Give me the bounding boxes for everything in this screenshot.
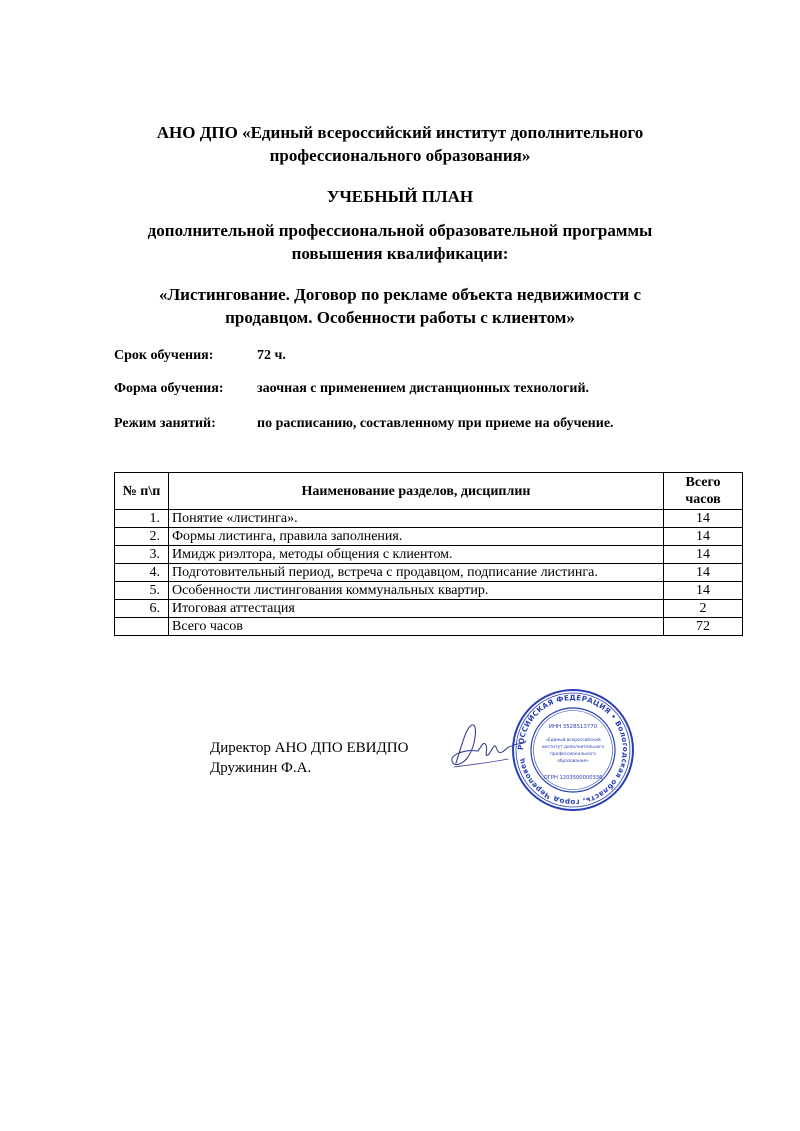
- form-label: Форма обучения:: [114, 381, 224, 396]
- row-num: 3.: [115, 546, 169, 564]
- row-num: 5.: [115, 582, 169, 600]
- row-name: Подготовительный период, встреча с продавцом, подписание листинга.: [169, 564, 664, 582]
- table-row: [115, 546, 743, 564]
- header-hours-line2: часов: [685, 492, 721, 507]
- header-name: Наименование разделов, дисциплин: [169, 473, 664, 510]
- row-name: Понятие «листинга».: [169, 510, 664, 528]
- header-hours-line1: Всего: [685, 475, 721, 490]
- row-hours: 14: [664, 528, 743, 546]
- form-value: заочная с применением дистанционных технологий.: [257, 381, 590, 396]
- row-name: Формы листинга, правила заполнения.: [169, 528, 664, 546]
- program-line1: дополнительной профессиональной образовательной программы: [147, 221, 653, 240]
- row-name: Имидж риэлтора, методы общения с клиентом.: [169, 546, 664, 564]
- table-row: [115, 510, 743, 528]
- table-row: [115, 582, 743, 600]
- stamp-inn: ИНН 3528513770: [548, 724, 598, 730]
- course-title-line1: «Листингование. Договор по рекламе объекта недвижимости с: [158, 285, 642, 304]
- row-num: 2.: [115, 528, 169, 546]
- term-value: 72 ч.: [257, 348, 286, 363]
- svg-text:образования»: образования»: [557, 759, 589, 764]
- official-stamp-seal: [511, 688, 635, 812]
- total-num: [115, 618, 169, 636]
- row-hours: 2: [664, 600, 743, 618]
- form-row: [114, 380, 590, 398]
- row-num: 4.: [115, 564, 169, 582]
- org-name-line1: АНО ДПО «Единый всероссийский институт дополнительного: [156, 123, 644, 142]
- total-label: Всего часов: [169, 618, 664, 636]
- row-name: Итоговая аттестация: [169, 600, 664, 618]
- table-row: [115, 564, 743, 582]
- row-hours: 14: [664, 546, 743, 564]
- table-row: [115, 528, 743, 546]
- header-hours: [664, 473, 743, 510]
- row-hours: 14: [664, 582, 743, 600]
- term-label: Срок обучения:: [114, 348, 214, 363]
- row-num: 1.: [115, 510, 169, 528]
- row-hours: 14: [664, 564, 743, 582]
- svg-text:институт дополнительного: институт дополнительного: [541, 745, 605, 750]
- row-name: Особенности листингования коммунальных квартир.: [169, 582, 664, 600]
- stamp-inner-text-line: «Единый всероссийский: [545, 738, 601, 743]
- mode-label: Режим занятий:: [114, 416, 216, 431]
- director-name: Дружинин Ф.А.: [210, 760, 312, 776]
- svg-text:профессионального: профессионального: [550, 752, 596, 757]
- plan-title: УЧЕБНЫЙ ПЛАН: [326, 187, 474, 206]
- mode-value: по расписанию, составленному при приеме на обучение.: [257, 416, 614, 431]
- total-hours: 72: [664, 618, 743, 636]
- row-hours: 14: [664, 510, 743, 528]
- row-num: 6.: [115, 600, 169, 618]
- course-title-line2: продавцом. Особенности работы с клиентом»: [225, 308, 575, 327]
- table-header-row: [115, 473, 743, 510]
- table-row: [115, 600, 743, 618]
- table-total-row: [115, 618, 743, 636]
- header-num: № п\п: [115, 473, 169, 510]
- mode-row: [114, 415, 614, 433]
- curriculum-table: [114, 472, 743, 636]
- director-title: Директор АНО ДПО ЕВИДПО: [210, 740, 409, 756]
- term-row: [114, 347, 286, 365]
- stamp-outer-text: РОССИЙСКАЯ ФЕДЕРАЦИЯ • Вологодская область, город Череповец: [515, 692, 631, 808]
- org-name-line2: профессионального образования»: [269, 146, 531, 165]
- program-line2: повышения квалификации:: [291, 244, 509, 263]
- stamp-ogrn: ОГРН 1203500000336: [543, 775, 603, 781]
